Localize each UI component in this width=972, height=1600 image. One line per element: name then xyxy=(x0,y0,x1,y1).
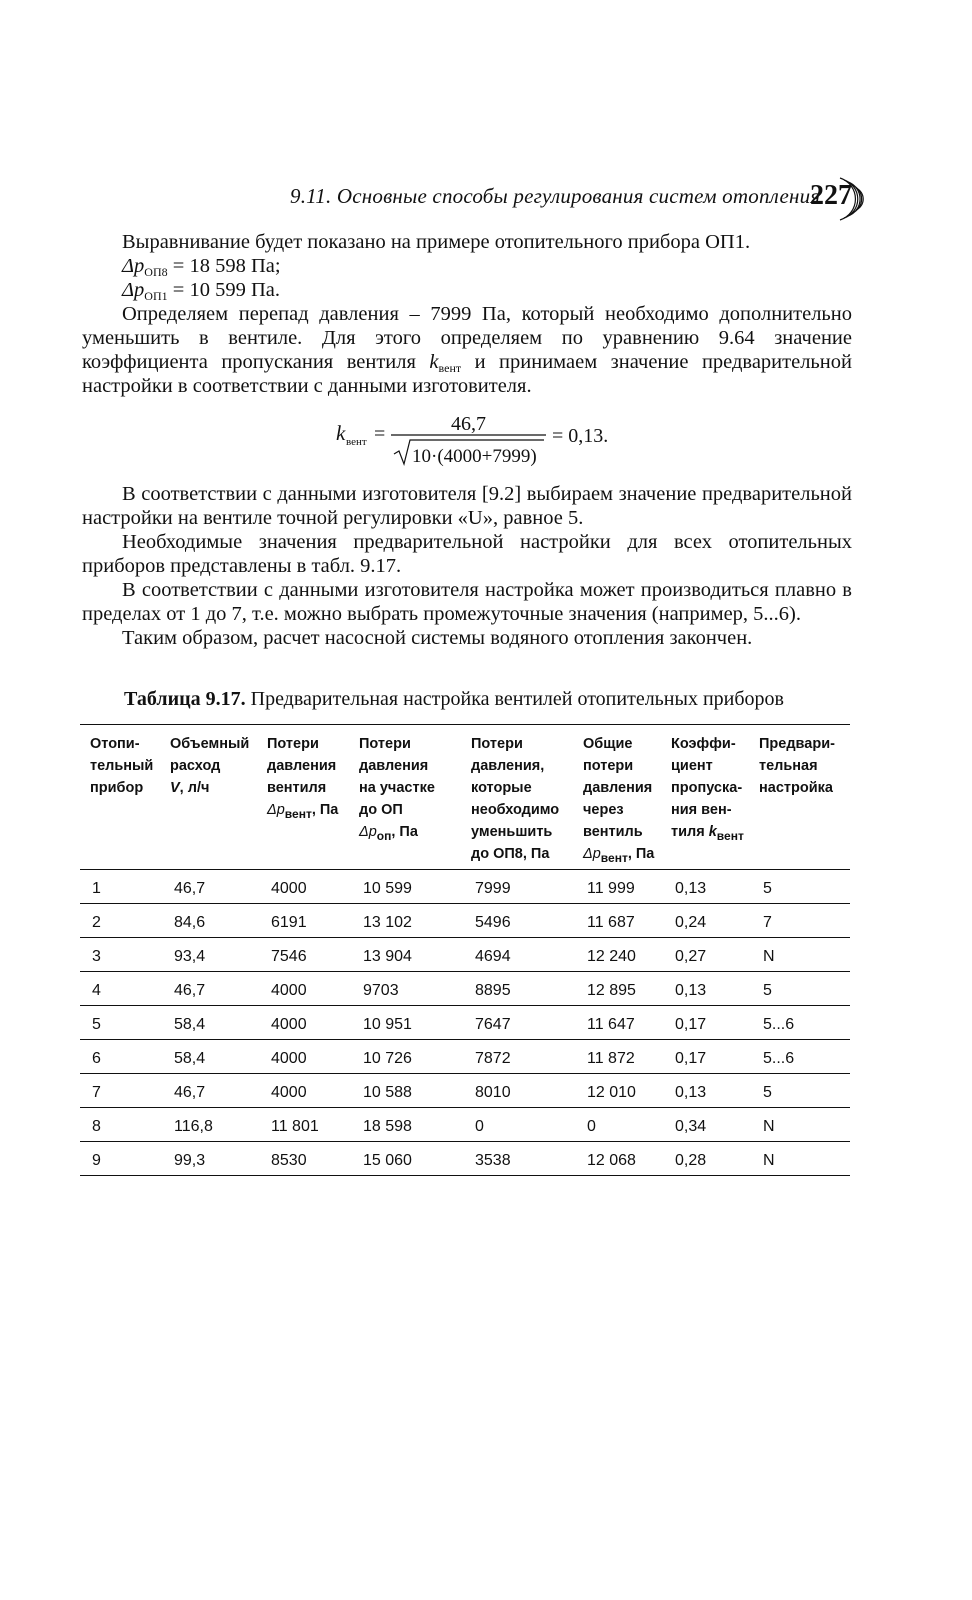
table-cell: 1 xyxy=(80,870,160,904)
table-row xyxy=(80,972,850,1006)
table-cell: 84,6 xyxy=(160,904,257,938)
table-cell: 46,7 xyxy=(160,870,257,904)
table-cell: 9 xyxy=(80,1142,160,1176)
table-cell: 12 895 xyxy=(573,972,661,1006)
table-cell: 7647 xyxy=(461,1006,573,1040)
table-cell: 46,7 xyxy=(160,972,257,1006)
table-cell: 7872 xyxy=(461,1040,573,1074)
formula-numerator: 46,7 xyxy=(451,413,486,435)
formula-graphic xyxy=(336,410,636,470)
table-cell: 11 872 xyxy=(573,1040,661,1074)
table-cell: 8895 xyxy=(461,972,573,1006)
table-cell: 46,7 xyxy=(160,1074,257,1108)
table-cell: 4000 xyxy=(257,870,349,904)
col-header-reduce: Потери давления, которые необходимо уменьшить до ОП8, Па xyxy=(461,725,573,870)
table-cell: N xyxy=(749,1142,850,1176)
body-text-bottom xyxy=(82,482,852,650)
running-header xyxy=(290,174,880,224)
table-cell: 0,28 xyxy=(661,1142,749,1176)
table-cell: 6191 xyxy=(257,904,349,938)
body-text-top xyxy=(82,230,852,398)
table-cell: 99,3 xyxy=(160,1142,257,1176)
table-cell: 8530 xyxy=(257,1142,349,1176)
table-cell: N xyxy=(749,938,850,972)
table-cell: 11 687 xyxy=(573,904,661,938)
presetting-table xyxy=(80,724,850,1176)
table-cell: 5 xyxy=(749,870,850,904)
table-cell: 5 xyxy=(749,1074,850,1108)
table-cell: 58,4 xyxy=(160,1040,257,1074)
table-cell: 0,17 xyxy=(661,1040,749,1074)
table-caption: Таблица 9.17. Предварительная настройка вентилей отопительных приборов xyxy=(124,688,784,710)
table-cell: 3538 xyxy=(461,1142,573,1176)
table-cell: 8 xyxy=(80,1108,160,1142)
table-row xyxy=(80,1142,850,1176)
table-cell: 4000 xyxy=(257,1006,349,1040)
table-cell: 18 598 xyxy=(349,1108,461,1142)
header-title: 9.11. Основные способы регулирования систем отопления xyxy=(290,184,821,208)
table-cell: 11 801 xyxy=(257,1108,349,1142)
table-cell: 0,17 xyxy=(661,1006,749,1040)
table-cell: 116,8 xyxy=(160,1108,257,1142)
table-row xyxy=(80,1108,850,1142)
table-body xyxy=(80,870,850,1176)
paragraph-pressure-drop: Определяем перепад давления – 7999 Па, который необходимо дополнительно уменьшить в вентиле. Для этого определяем по уравнению 9.64 значение коэффициента пропускания вентиля $k_{вент}$ и принимаем значение предварительной настройки в соответствии с данными изготовителя. xyxy=(82,303,852,397)
equation-dp-op8: $\Delta p_{ОП8} = 18$ 598 Па; xyxy=(122,255,281,279)
table-cell: 2 xyxy=(80,904,160,938)
table-cell: 7 xyxy=(749,904,850,938)
table-cell: 12 010 xyxy=(573,1074,661,1108)
col-header-flow: Объемный расход V, л/ч xyxy=(160,725,257,870)
formula-lhs-sub: вент xyxy=(346,436,367,448)
table-cell: 0,34 xyxy=(661,1108,749,1142)
equation-dp-op1: $\Delta p_{ОП1} = 10$ 599 Па. xyxy=(122,279,280,303)
table-cell: 4000 xyxy=(257,1074,349,1108)
col-header-total-loss: Общие потери давления через вентиль $\Delta p_{вент}$, Па xyxy=(573,725,661,870)
table-cell: 0 xyxy=(461,1108,573,1142)
table-cell: 7546 xyxy=(257,938,349,972)
table-row xyxy=(80,938,850,972)
col-header-presetting: Предвари- тельная настройка xyxy=(749,725,850,870)
formula-lhs: k xyxy=(336,421,346,445)
table-cell: 4000 xyxy=(257,972,349,1006)
formula-denominator: 10·(4000+7999) xyxy=(412,446,537,467)
table-cell: 5...6 xyxy=(749,1040,850,1074)
col-header-valve-loss: Потери давления вентиля $\Delta p_{вент}$, Па xyxy=(257,725,349,870)
table-cell: 13 904 xyxy=(349,938,461,972)
table-cell: 0,27 xyxy=(661,938,749,972)
formula-equals: = xyxy=(374,423,386,445)
table-cell: 0,13 xyxy=(661,972,749,1006)
table-cell: 5496 xyxy=(461,904,573,938)
paragraph-intro: Выравнивание будет показано на примере отопительного прибора ОП1. xyxy=(122,231,751,253)
table-cell: 5 xyxy=(749,972,850,1006)
table-cell: 4 xyxy=(80,972,160,1006)
table-cell: N xyxy=(749,1108,850,1142)
page-number: 227 xyxy=(810,180,852,211)
col-header-device: Отопи- тельный прибор xyxy=(80,725,160,870)
table-cell: 13 102 xyxy=(349,904,461,938)
table-cell: 12 068 xyxy=(573,1142,661,1176)
table-cell: 10 599 xyxy=(349,870,461,904)
table-cell: 15 060 xyxy=(349,1142,461,1176)
table-cell: 7 xyxy=(80,1074,160,1108)
table-cell: 12 240 xyxy=(573,938,661,972)
table-cell: 3 xyxy=(80,938,160,972)
table-cell: 93,4 xyxy=(160,938,257,972)
table-cell: 6 xyxy=(80,1040,160,1074)
table-header-row xyxy=(80,725,850,870)
table-cell: 5...6 xyxy=(749,1006,850,1040)
table-row xyxy=(80,1074,850,1108)
table-cell: 7999 xyxy=(461,870,573,904)
table-cell: 58,4 xyxy=(160,1006,257,1040)
table-row xyxy=(80,1006,850,1040)
paragraph-range: В соответствии с данными изготовителя настройка может производиться плавно в пределах от 1 до 7, т.е. можно выбрать промежуточные значения (например, 5...6). xyxy=(82,579,852,625)
table-row xyxy=(80,1040,850,1074)
formula-k-vent xyxy=(336,410,636,470)
table-cell: 9703 xyxy=(349,972,461,1006)
table-cell: 10 951 xyxy=(349,1006,461,1040)
paragraph-table-ref: Необходимые значения предварительной настройки для всех отопительных приборов представлены в табл. 9.17. xyxy=(82,531,852,577)
col-header-kvent: Коэффи- циент пропуска- ния вен- тиля $k_{вент}$ xyxy=(661,725,749,870)
table-cell: 0,13 xyxy=(661,870,749,904)
formula-result: = 0,13. xyxy=(552,425,609,447)
table-cell: 4000 xyxy=(257,1040,349,1074)
table-cell: 0,13 xyxy=(661,1074,749,1108)
table-row xyxy=(80,870,850,904)
table-cell: 0 xyxy=(573,1108,661,1142)
table-cell: 10 726 xyxy=(349,1040,461,1074)
table-cell: 0,24 xyxy=(661,904,749,938)
table-cell: 4694 xyxy=(461,938,573,972)
table-cell: 5 xyxy=(80,1006,160,1040)
page-number-ornament xyxy=(838,174,874,224)
table-cell: 8010 xyxy=(461,1074,573,1108)
paragraph-conclusion: Таким образом, расчет насосной системы водяного отопления закончен. xyxy=(122,627,753,649)
table-cell: 10 588 xyxy=(349,1074,461,1108)
paragraph-manufacturer: В соответствии с данными изготовителя [9.2] выбираем значение предварительной настройки на вентиле точной регулировки «U», равное 5. xyxy=(82,483,852,529)
table-cell: 11 999 xyxy=(573,870,661,904)
table-cell: 11 647 xyxy=(573,1006,661,1040)
table-row xyxy=(80,904,850,938)
col-header-section-loss: Потери давления на участке до ОП $\Delta p_{оп}$, Па xyxy=(349,725,461,870)
